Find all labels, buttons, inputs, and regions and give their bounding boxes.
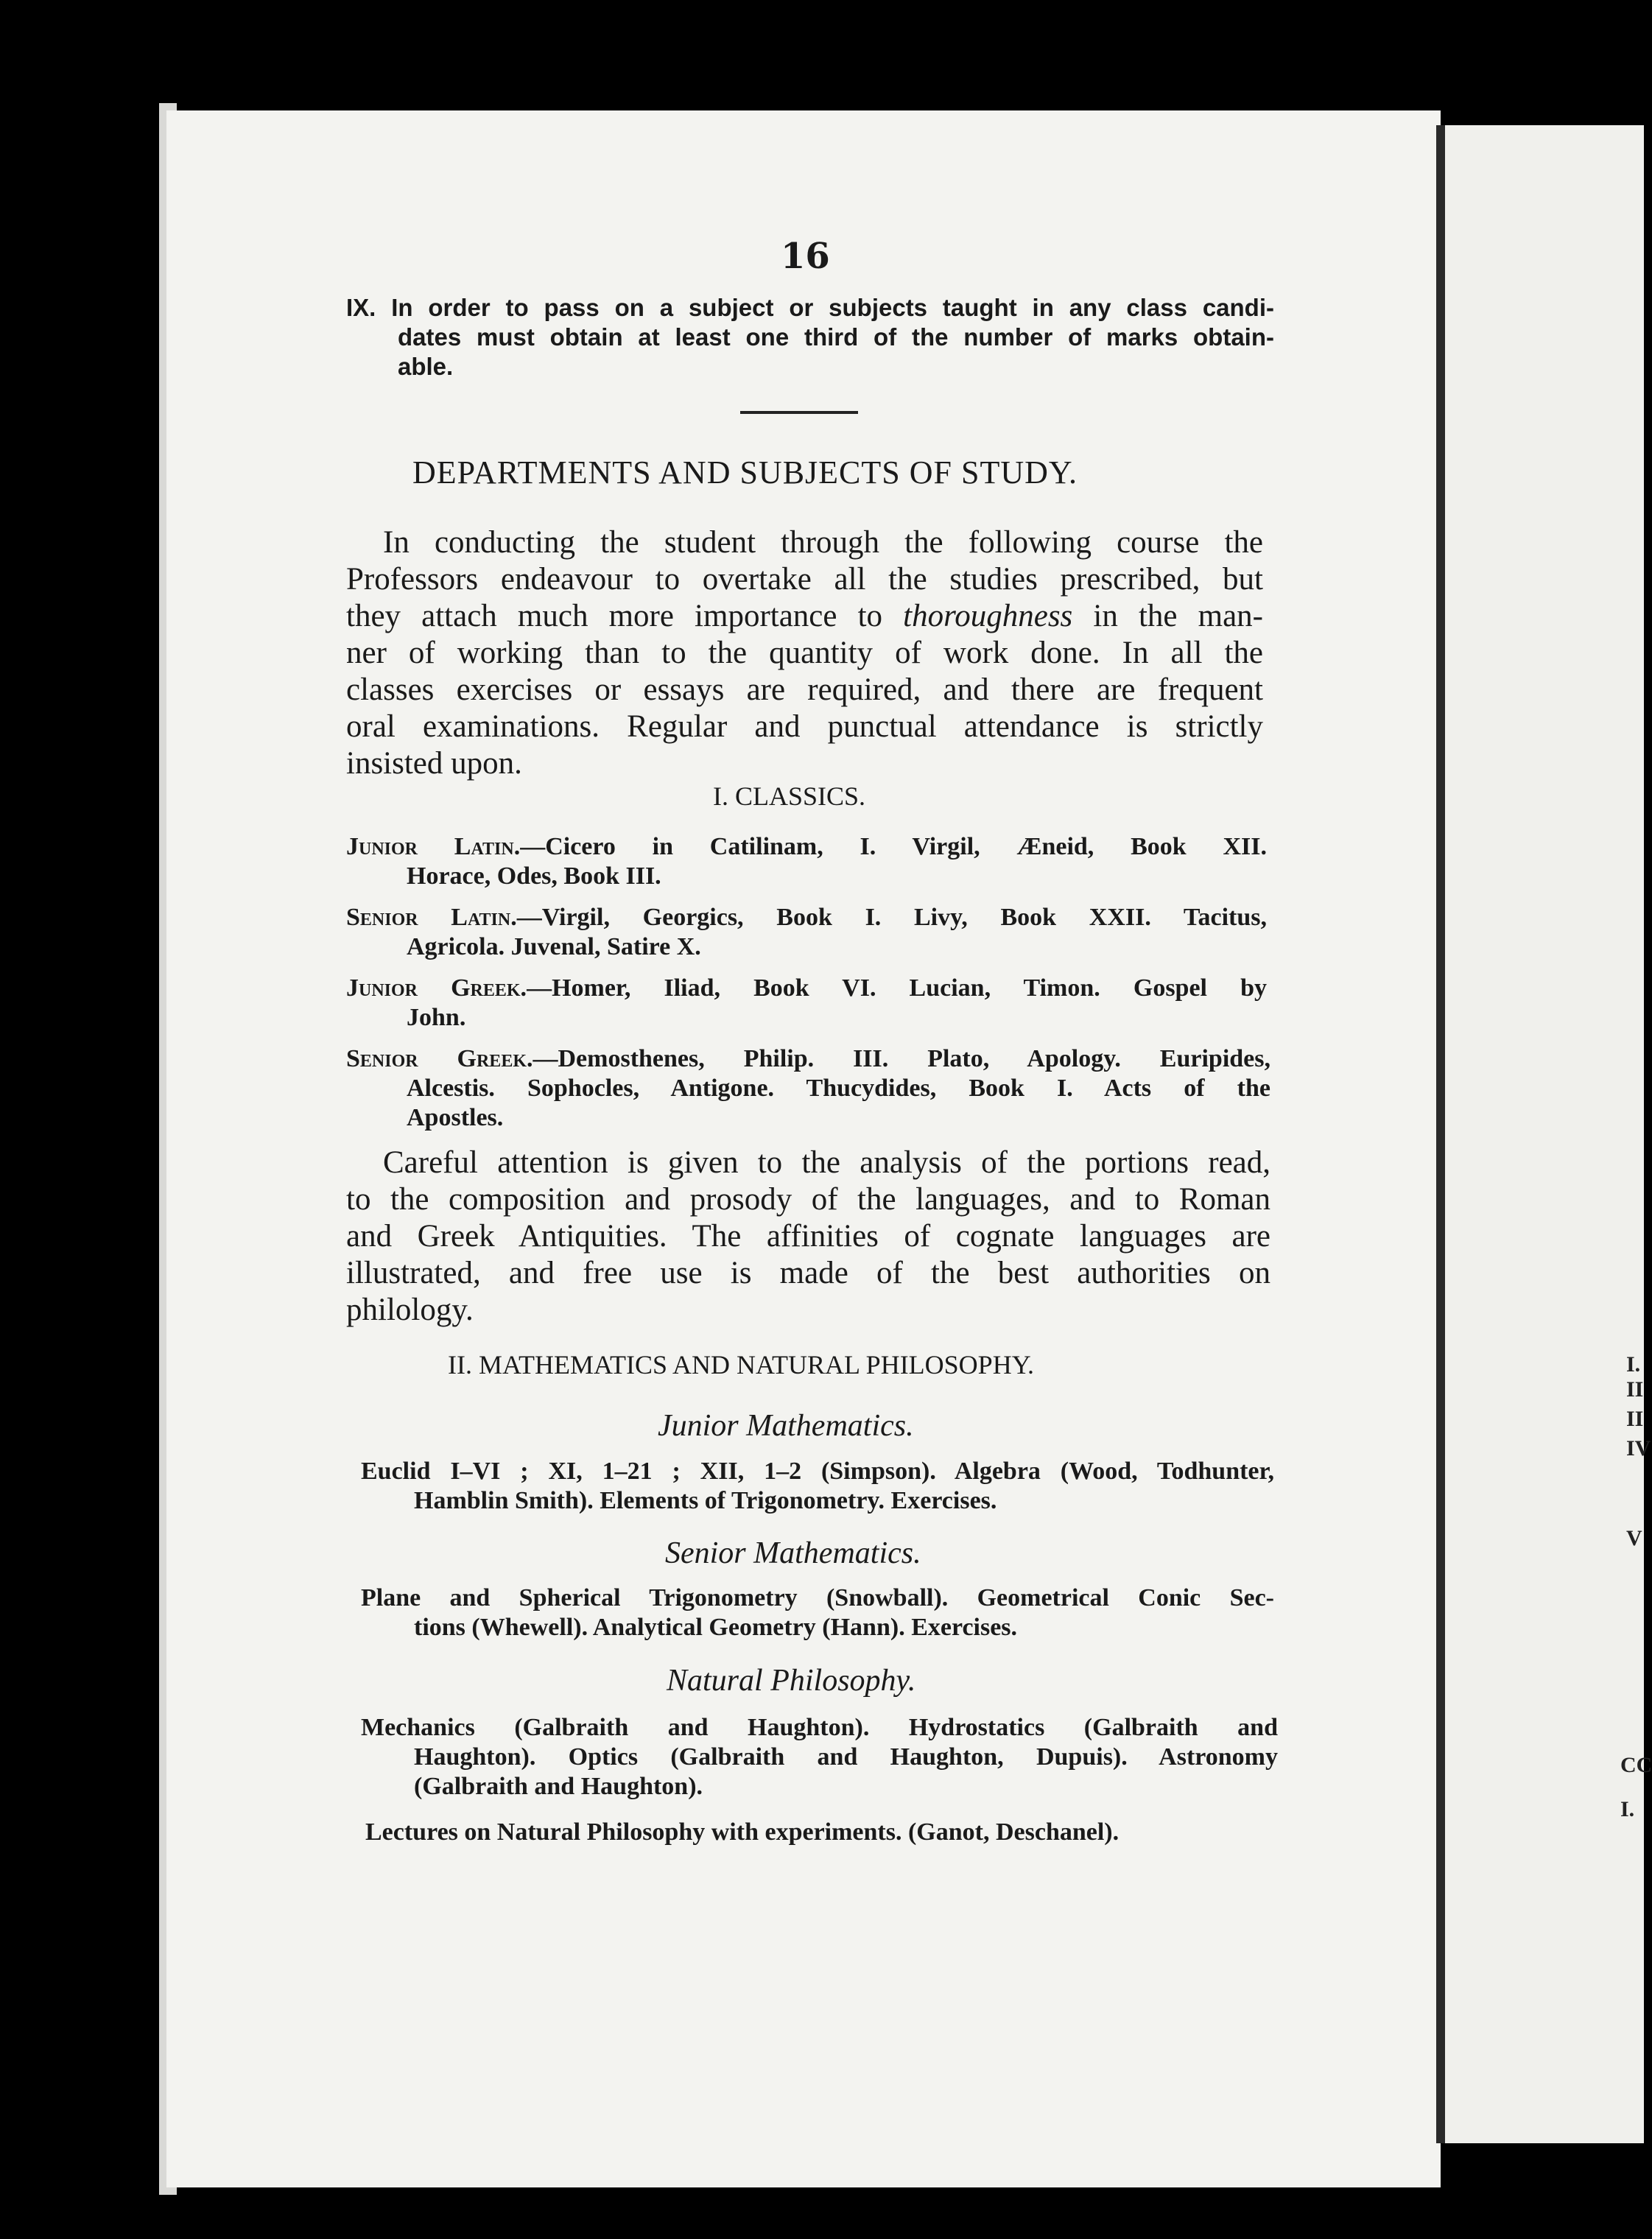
entry-label: Junior Latin. <box>346 833 521 860</box>
intro-line: oral examinations. Regular and punctual attendance is strictly <box>346 709 1263 744</box>
facing-page <box>1445 125 1644 2143</box>
entry-text: —Cicero in Catilinam, I. Virgil, Æneid, Book XII. <box>520 833 1267 860</box>
entry-label: Junior Greek. <box>346 974 527 1002</box>
intro-line: Professors endeavour to overtake all the studies prescribed, but <box>346 562 1263 597</box>
note-line: philology. <box>346 1293 474 1327</box>
senior-math-entry <box>361 1584 1274 1642</box>
intro-paragraph <box>346 524 1263 782</box>
entry-text: Agricola. Juvenal, Satire X. <box>407 933 701 960</box>
entry-text: —Demosthenes, Philip. III. Plato, Apology. Euripides, <box>532 1045 1270 1072</box>
page-title: DEPARTMENTS AND SUBJECTS OF STUDY. <box>412 454 1078 491</box>
note-line: Careful attention is given to the analysis of the portions read, <box>383 1145 1270 1180</box>
entry-text: Haughton). Optics (Galbraith and Haughton, Dupuis). Astronomy <box>414 1743 1278 1771</box>
natural-philosophy-entry <box>361 1713 1278 1802</box>
note-line: illustrated, and free use is made of the best authorities on <box>346 1256 1270 1290</box>
entry-text: —Virgil, Georgics, Book I. Livy, Book XXII. Tacitus, <box>516 904 1267 931</box>
entry-text: Mechanics (Galbraith and Haughton). Hydrostatics (Galbraith and <box>361 1714 1278 1741</box>
entry-text: Alcestis. Sophocles, Antigone. Thucydides, Book I. Acts of the <box>407 1075 1270 1102</box>
entry-text: —Homer, Iliad, Book VI. Lucian, Timon. Gospel by <box>527 974 1267 1002</box>
facing-page-mark: IV <box>1626 1436 1651 1461</box>
facing-page-mark: CC <box>1620 1753 1652 1777</box>
rule-ix-line-3: able. <box>398 353 454 380</box>
entry-label: Senior Latin. <box>346 904 517 931</box>
section-divider <box>740 411 858 414</box>
entry-text: (Galbraith and Haughton). <box>414 1773 703 1800</box>
classics-note <box>346 1145 1270 1329</box>
intro-line: In conducting the student through the following course the <box>383 525 1263 560</box>
intro-line: they attach much more importance to thoroughness in the man- <box>346 599 1263 633</box>
page-number: 16 <box>781 236 830 277</box>
entry-text: Apostles. <box>407 1104 504 1131</box>
facing-page-mark: I. <box>1626 1352 1641 1377</box>
classics-heading: I. CLASSICS. <box>713 781 866 811</box>
intro-line: classes exercises or essays are required, and there are frequent <box>346 672 1263 707</box>
senior-latin-entry <box>346 903 1267 962</box>
entry-text: tions (Whewell). Analytical Geometry (Hann). Exercises. <box>414 1614 1018 1641</box>
entry-label: Senior Greek. <box>346 1045 533 1072</box>
note-line: and Greek Antiquities. The affinities of cognate languages are <box>346 1219 1270 1254</box>
intro-line: ner of working than to the quantity of work done. In all the <box>346 636 1263 670</box>
facing-page-mark: I. <box>1620 1797 1635 1821</box>
entry-text: Hamblin Smith). Elements of Trigonometry. Exercises. <box>414 1487 997 1514</box>
junior-math-heading: Junior Mathematics. <box>658 1409 914 1443</box>
facing-page-mark: V <box>1626 1526 1642 1550</box>
rule-ix-line-2: dates must obtain at least one third of the number of marks obtain- <box>398 323 1274 351</box>
lectures-line: Lectures on Natural Philosophy with experiments. (Ganot, Deschanel). <box>365 1818 1120 1846</box>
facing-page-mark: II <box>1626 1377 1644 1402</box>
note-line: to the composition and prosody of the languages, and to Roman <box>346 1182 1270 1217</box>
intro-line: insisted upon. <box>346 746 522 781</box>
rule-ix <box>346 293 1274 382</box>
entry-text: John. <box>407 1004 466 1031</box>
junior-greek-entry <box>346 974 1267 1033</box>
entry-text: Horace, Odes, Book III. <box>407 862 661 890</box>
facing-page-mark: II <box>1626 1407 1644 1431</box>
entry-text: Plane and Spherical Trigonometry (Snowball). Geometrical Conic Sec- <box>361 1584 1274 1611</box>
junior-latin-entry <box>346 832 1267 891</box>
natural-philosophy-heading: Natural Philosophy. <box>667 1664 916 1698</box>
senior-math-heading: Senior Mathematics. <box>665 1536 921 1570</box>
junior-math-entry <box>361 1457 1274 1516</box>
entry-text: Euclid I–VI ; XI, 1–21 ; XII, 1–2 (Simpson). Algebra (Wood, Todhunter, <box>361 1458 1274 1485</box>
rule-ix-line-1: IX. In order to pass on a subject or subjects taught in any class candi- <box>346 294 1274 321</box>
math-heading: II. MATHEMATICS AND NATURAL PHILOSOPHY. <box>448 1350 1035 1379</box>
senior-greek-entry <box>346 1044 1270 1133</box>
